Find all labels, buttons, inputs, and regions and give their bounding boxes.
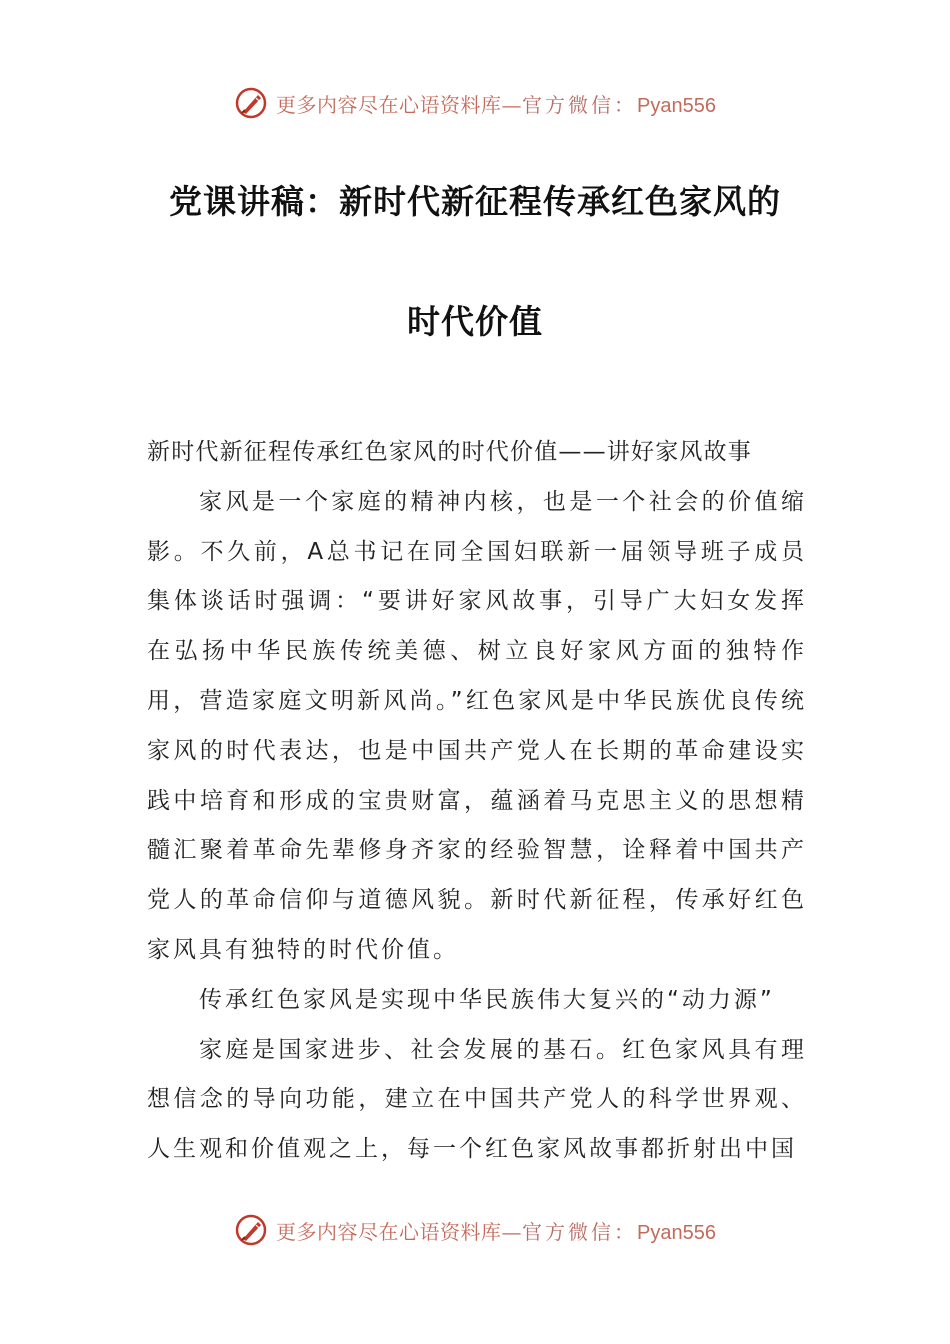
body-paragraph: 家风是一个家庭的精神内核，也是一个社会的价值缩影。不久前，A总书记在同全国妇联新一届领导班子成员集体谈话时强调：“要讲好家风故事，引导广大妇女发挥在弘扬中华民族传统美德、树立良好家风方面的独特作用，营造家庭文明新风尚。”红色家风是中华民族优良传统家风的时代表达，也是中国共产党人在长期的革命建设实践中培育和形成的宝贵财富，蕴涵着马克思主义的思想精髓汇聚着革命先辈修身齐家的经验智慧，诠释着中国共产党人的革命信仰与道德风貌。新时代新征程，传承好红色家风具有独特的时代价值。: [147, 488, 807, 963]
banner-text: [276, 1216, 716, 1245]
banner-wechat-label: 官方微信：: [522, 1219, 638, 1244]
body-paragraph: 家庭是国家进步、社会发展的基石。红色家风具有理想信念的导向功能，建立在中国共产党人的科学世界观、人生观和价值观之上，每一个红色家风故事都折射出中国: [147, 1036, 807, 1163]
banner-wechat-label: 官方微信：: [522, 92, 638, 117]
banner-text: [276, 89, 716, 118]
banner-wechat-id: Pyan556: [637, 1221, 716, 1244]
body-paragraph-subtitle: 新时代新征程传承红色家风的时代价值——讲好家风故事: [147, 439, 752, 465]
banner-dash: —: [501, 1219, 523, 1244]
header-watermark-banner: [0, 83, 950, 123]
document-body: [147, 428, 807, 1175]
pen-feather-logo-icon: [234, 1213, 268, 1247]
document-title-line-2: 时代价值: [407, 302, 543, 341]
banner-site-text: 更多内容尽在心语资料库: [276, 1219, 502, 1244]
banner-site-text: 更多内容尽在心语资料库: [276, 92, 502, 117]
pen-feather-logo-icon: [234, 86, 268, 120]
banner-wechat-id: Pyan556: [637, 94, 716, 117]
banner-dash: —: [501, 92, 523, 117]
body-section-heading: 传承红色家风是实现中华民族伟大复兴的“动力源”: [199, 986, 775, 1013]
footer-watermark-banner: [0, 1210, 950, 1250]
document-title-line-1: 党课讲稿：新时代新征程传承红色家风的: [169, 182, 781, 221]
